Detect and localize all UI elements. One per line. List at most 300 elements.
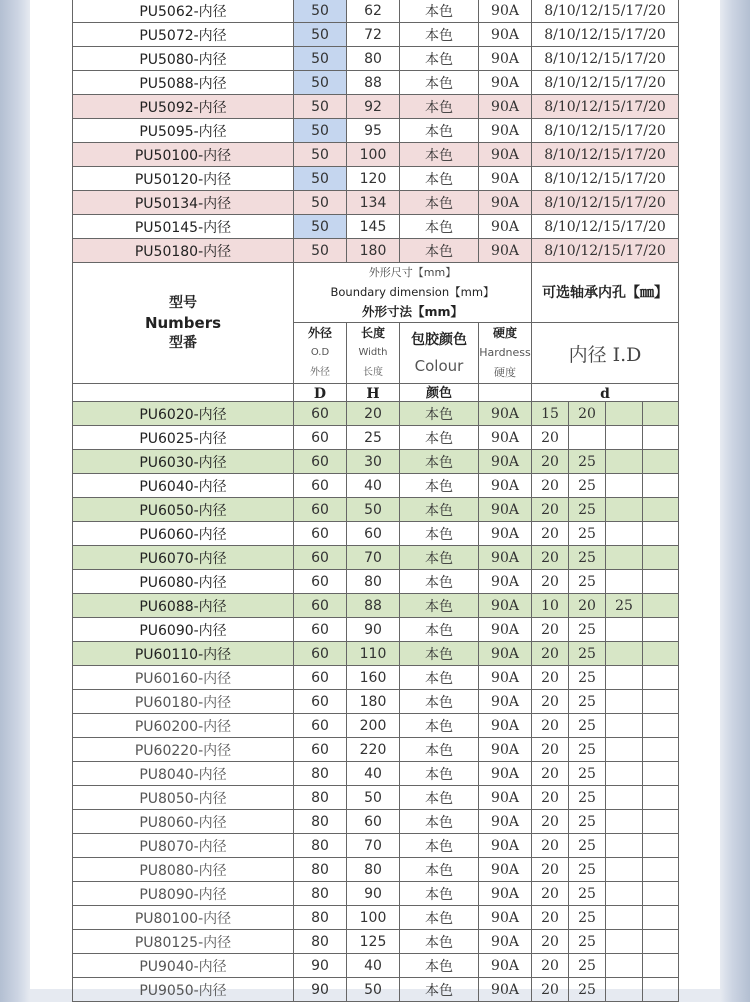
width-cell: 88 <box>347 71 400 95</box>
bore-option-cell <box>606 714 643 738</box>
hardness-cell: 90A <box>479 215 532 239</box>
bore-option-cell: 20 <box>532 762 569 786</box>
model-cell: PU5088-内径 <box>73 71 294 95</box>
bore-option-cell <box>643 690 679 714</box>
width-cell: 200 <box>347 714 400 738</box>
hardness-cell: 90A <box>479 47 532 71</box>
bore-option-cell <box>643 786 679 810</box>
colour-cell: 本色 <box>400 0 479 23</box>
bore-option-cell: 25 <box>569 762 606 786</box>
bore-option-cell: 25 <box>569 786 606 810</box>
colour-cell: 本色 <box>400 954 479 978</box>
bore-option-cell: 25 <box>569 834 606 858</box>
hardness-cell: 90A <box>479 642 532 666</box>
bore-option-cell <box>643 954 679 978</box>
colour-cell: 本色 <box>400 402 479 426</box>
hardness-cell: 90A <box>479 858 532 882</box>
bore-option-cell <box>606 858 643 882</box>
bore-cell: 8/10/12/15/17/20 <box>532 167 679 191</box>
bore-option-cell: 25 <box>569 858 606 882</box>
width-cell: 92 <box>347 95 400 119</box>
od-cell: 50 <box>294 191 347 215</box>
width-cell: 40 <box>347 954 400 978</box>
table-row <box>73 930 679 954</box>
table-row <box>73 119 679 143</box>
od-cell: 90 <box>294 978 347 1002</box>
od-cell: 80 <box>294 930 347 954</box>
width-cell: 70 <box>347 834 400 858</box>
table-row <box>73 858 679 882</box>
hardness-cell: 90A <box>479 570 532 594</box>
od-cell: 60 <box>294 498 347 522</box>
model-cell: PU6030-内径 <box>73 450 294 474</box>
table-row <box>73 474 679 498</box>
hardness-cell: 90A <box>479 666 532 690</box>
hardness-cell: 90A <box>479 786 532 810</box>
bore-option-cell: 25 <box>569 666 606 690</box>
model-cell: PU9050-内径 <box>73 978 294 1002</box>
table-row <box>73 738 679 762</box>
od-cell: 60 <box>294 618 347 642</box>
width-cell: 125 <box>347 930 400 954</box>
width-cell: 80 <box>347 47 400 71</box>
bore-option-cell <box>606 882 643 906</box>
bore-option-cell: 20 <box>532 426 569 450</box>
bore-option-cell: 25 <box>569 522 606 546</box>
bore-option-cell <box>643 858 679 882</box>
table-row <box>73 95 679 119</box>
od-cell: 80 <box>294 786 347 810</box>
model-cell: PU50145-内径 <box>73 215 294 239</box>
hardness-cell: 90A <box>479 23 532 47</box>
bore-option-cell: 20 <box>532 714 569 738</box>
bore-option-cell: 20 <box>532 546 569 570</box>
od-cell: 60 <box>294 450 347 474</box>
table-row <box>73 546 679 570</box>
width-cell: 95 <box>347 119 400 143</box>
bore-option-cell <box>606 834 643 858</box>
hardness-cell: 90A <box>479 474 532 498</box>
bore-option-cell <box>606 570 643 594</box>
width-cell: 30 <box>347 450 400 474</box>
colour-cell: 本色 <box>400 95 479 119</box>
model-cell: PU5095-内径 <box>73 119 294 143</box>
bore-option-cell <box>643 618 679 642</box>
colour-cell: 本色 <box>400 690 479 714</box>
bore-option-cell <box>643 570 679 594</box>
colour-cell: 本色 <box>400 618 479 642</box>
colour-cell: 本色 <box>400 143 479 167</box>
colour-cell: 本色 <box>400 474 479 498</box>
spec-table-bottom <box>72 401 679 1002</box>
width-cell: 62 <box>347 0 400 23</box>
colour-cell: 本色 <box>400 71 479 95</box>
bore-option-cell <box>643 714 679 738</box>
bore-option-cell: 20 <box>532 498 569 522</box>
model-cell: PU6025-内径 <box>73 426 294 450</box>
bore-option-cell: 15 <box>532 402 569 426</box>
bore-cell: 8/10/12/15/17/20 <box>532 0 679 23</box>
model-cell: PU50100-内径 <box>73 143 294 167</box>
bore-option-cell <box>606 522 643 546</box>
model-cell: PU6088-内径 <box>73 594 294 618</box>
bore-option-cell <box>606 690 643 714</box>
table-row <box>73 47 679 71</box>
hardness-cell: 90A <box>479 690 532 714</box>
bore-option-cell <box>606 498 643 522</box>
hardness-cell: 90A <box>479 834 532 858</box>
bore-option-cell: 25 <box>569 978 606 1002</box>
table-row <box>73 167 679 191</box>
colour-cell: 本色 <box>400 570 479 594</box>
bore-option-cell: 20 <box>532 474 569 498</box>
table-row <box>73 191 679 215</box>
colour-cell: 本色 <box>400 882 479 906</box>
bore-option-cell: 25 <box>569 954 606 978</box>
bore-option-cell: 20 <box>532 666 569 690</box>
table-row <box>73 762 679 786</box>
bore-option-cell: 20 <box>532 618 569 642</box>
table-row <box>73 426 679 450</box>
bore-option-cell: 25 <box>569 498 606 522</box>
bore-option-cell <box>643 522 679 546</box>
od-cell: 80 <box>294 882 347 906</box>
bore-option-cell <box>606 402 643 426</box>
width-header: 长度 Width 长度 <box>347 323 400 384</box>
model-cell: PU5092-内径 <box>73 95 294 119</box>
bore-option-cell: 25 <box>606 594 643 618</box>
table-row <box>73 239 679 263</box>
od-cell: 60 <box>294 546 347 570</box>
bore-option-cell <box>643 882 679 906</box>
hardness-cell: 90A <box>479 810 532 834</box>
bore-option-cell: 20 <box>532 930 569 954</box>
colour-cell: 本色 <box>400 450 479 474</box>
table-row <box>73 690 679 714</box>
table-row <box>73 810 679 834</box>
bore-option-cell: 20 <box>532 786 569 810</box>
width-cell: 160 <box>347 666 400 690</box>
hardness-cell: 90A <box>479 522 532 546</box>
symbol-d: d <box>532 384 679 405</box>
bore-option-cell: 25 <box>569 618 606 642</box>
width-cell: 40 <box>347 762 400 786</box>
table-row <box>73 618 679 642</box>
bore-option-cell <box>643 930 679 954</box>
bore-option-cell <box>606 426 643 450</box>
colour-cell: 本色 <box>400 666 479 690</box>
table-row <box>73 450 679 474</box>
width-cell: 220 <box>347 738 400 762</box>
hardness-cell: 90A <box>479 239 532 263</box>
width-cell: 40 <box>347 474 400 498</box>
hardness-cell: 90A <box>479 119 532 143</box>
bore-option-cell: 25 <box>569 714 606 738</box>
model-cell: PU6040-内径 <box>73 474 294 498</box>
bore-option-cell: 20 <box>532 738 569 762</box>
od-cell: 80 <box>294 762 347 786</box>
bore-option-cell <box>643 402 679 426</box>
od-cell: 50 <box>294 0 347 23</box>
bore-option-cell: 25 <box>569 906 606 930</box>
od-cell: 80 <box>294 834 347 858</box>
bore-option-cell: 25 <box>569 882 606 906</box>
bore-option-cell: 20 <box>532 954 569 978</box>
bore-option-cell <box>643 762 679 786</box>
bore-option-cell <box>643 738 679 762</box>
table-row <box>73 594 679 618</box>
model-cell: PU60180-内径 <box>73 690 294 714</box>
model-cell: PU9040-内径 <box>73 954 294 978</box>
table-row <box>73 882 679 906</box>
table-row <box>73 0 679 23</box>
colour-cell: 本色 <box>400 738 479 762</box>
colour-cell: 本色 <box>400 906 479 930</box>
boundary-dimension-header: 外形尺寸【mm】 Boundary dimension【mm】 外形寸法【mm】 <box>294 263 532 323</box>
bore-option-cell <box>643 642 679 666</box>
colour-cell: 本色 <box>400 714 479 738</box>
model-cell: PU80125-内径 <box>73 930 294 954</box>
bore-options-header: 可选轴承内孔【㎜】 <box>532 263 679 323</box>
bore-cell: 8/10/12/15/17/20 <box>532 191 679 215</box>
width-cell: 134 <box>347 191 400 215</box>
colour-cell: 本色 <box>400 23 479 47</box>
symbol-colour: 颜色 <box>400 384 479 405</box>
bore-option-cell: 25 <box>569 690 606 714</box>
model-cell: PU60220-内径 <box>73 738 294 762</box>
table-row <box>73 522 679 546</box>
width-cell: 50 <box>347 978 400 1002</box>
od-cell: 50 <box>294 23 347 47</box>
hardness-cell: 90A <box>479 594 532 618</box>
table-row <box>73 642 679 666</box>
model-cell: PU5080-内径 <box>73 47 294 71</box>
hardness-cell: 90A <box>479 0 532 23</box>
table-row <box>73 786 679 810</box>
hardness-cell: 90A <box>479 167 532 191</box>
bore-cell: 8/10/12/15/17/20 <box>532 95 679 119</box>
bore-option-cell <box>606 954 643 978</box>
bore-option-cell <box>643 450 679 474</box>
bore-option-cell: 25 <box>569 642 606 666</box>
od-cell: 60 <box>294 522 347 546</box>
bore-option-cell <box>643 426 679 450</box>
od-cell: 50 <box>294 71 347 95</box>
od-cell: 50 <box>294 167 347 191</box>
hardness-cell: 90A <box>479 714 532 738</box>
colour-cell: 本色 <box>400 167 479 191</box>
model-cell: PU8070-内径 <box>73 834 294 858</box>
od-cell: 90 <box>294 954 347 978</box>
table-row <box>73 978 679 1002</box>
model-cell: PU8060-内径 <box>73 810 294 834</box>
bore-option-cell <box>606 930 643 954</box>
bore-option-cell: 25 <box>569 450 606 474</box>
model-cell: PU8050-内径 <box>73 786 294 810</box>
od-cell: 60 <box>294 738 347 762</box>
hardness-cell: 90A <box>479 426 532 450</box>
model-cell: PU5062-内径 <box>73 0 294 23</box>
width-cell: 100 <box>347 906 400 930</box>
bore-option-cell <box>643 834 679 858</box>
bore-option-cell <box>606 738 643 762</box>
bore-option-cell: 25 <box>569 474 606 498</box>
colour-cell: 本色 <box>400 239 479 263</box>
bore-option-cell: 20 <box>532 834 569 858</box>
bore-option-cell: 25 <box>569 930 606 954</box>
width-cell: 20 <box>347 402 400 426</box>
width-cell: 90 <box>347 618 400 642</box>
colour-cell: 本色 <box>400 834 479 858</box>
bore-option-cell: 20 <box>532 570 569 594</box>
model-cell: PU5072-内径 <box>73 23 294 47</box>
table-row <box>73 954 679 978</box>
model-cell: PU8080-内径 <box>73 858 294 882</box>
spec-table-header <box>72 262 679 405</box>
model-cell: PU50134-内径 <box>73 191 294 215</box>
table-row <box>73 402 679 426</box>
colour-cell: 本色 <box>400 642 479 666</box>
od-header: 外径 O.D 外径 <box>294 323 347 384</box>
hardness-cell: 90A <box>479 546 532 570</box>
bore-cell: 8/10/12/15/17/20 <box>532 71 679 95</box>
hardness-header: 硬度 Hardness 硬度 <box>479 323 532 384</box>
colour-cell: 本色 <box>400 191 479 215</box>
model-cell: PU60160-内径 <box>73 666 294 690</box>
od-cell: 60 <box>294 594 347 618</box>
colour-cell: 本色 <box>400 978 479 1002</box>
bore-option-cell <box>643 474 679 498</box>
colour-cell: 本色 <box>400 47 479 71</box>
bore-cell: 8/10/12/15/17/20 <box>532 143 679 167</box>
width-cell: 60 <box>347 810 400 834</box>
width-cell: 180 <box>347 239 400 263</box>
bore-option-cell <box>606 666 643 690</box>
hardness-cell: 90A <box>479 498 532 522</box>
bore-option-cell <box>643 978 679 1002</box>
bore-option-cell: 20 <box>532 450 569 474</box>
bore-option-cell <box>606 762 643 786</box>
bore-option-cell <box>606 978 643 1002</box>
od-cell: 60 <box>294 402 347 426</box>
od-cell: 60 <box>294 714 347 738</box>
od-cell: 50 <box>294 95 347 119</box>
table-row <box>73 666 679 690</box>
hardness-cell: 90A <box>479 618 532 642</box>
width-cell: 120 <box>347 167 400 191</box>
bore-option-cell: 25 <box>569 546 606 570</box>
table-row <box>73 906 679 930</box>
width-cell: 110 <box>347 642 400 666</box>
bore-option-cell <box>606 546 643 570</box>
width-cell: 88 <box>347 594 400 618</box>
width-cell: 50 <box>347 498 400 522</box>
bore-option-cell: 20 <box>532 810 569 834</box>
model-cell: PU60110-内径 <box>73 642 294 666</box>
width-cell: 50 <box>347 786 400 810</box>
table-row <box>73 215 679 239</box>
width-cell: 25 <box>347 426 400 450</box>
od-cell: 50 <box>294 143 347 167</box>
bore-option-cell <box>606 618 643 642</box>
colour-cell: 本色 <box>400 858 479 882</box>
od-cell: 80 <box>294 858 347 882</box>
bore-option-cell: 20 <box>532 906 569 930</box>
bore-option-cell <box>606 786 643 810</box>
model-cell: PU6080-内径 <box>73 570 294 594</box>
hardness-cell: 90A <box>479 450 532 474</box>
bore-option-cell: 20 <box>532 642 569 666</box>
bore-option-cell <box>606 642 643 666</box>
model-cell: PU80100-内径 <box>73 906 294 930</box>
od-cell: 60 <box>294 426 347 450</box>
bore-option-cell: 20 <box>532 978 569 1002</box>
hardness-cell: 90A <box>479 762 532 786</box>
bore-option-cell <box>569 426 606 450</box>
colour-cell: 本色 <box>400 426 479 450</box>
bore-option-cell: 20 <box>569 594 606 618</box>
bore-option-cell: 25 <box>569 810 606 834</box>
colour-cell: 本色 <box>400 119 479 143</box>
table-row <box>73 498 679 522</box>
colour-header: 包胶颜色 Colour <box>400 323 479 384</box>
od-cell: 60 <box>294 642 347 666</box>
width-cell: 80 <box>347 570 400 594</box>
bore-option-cell: 20 <box>569 402 606 426</box>
table-row <box>73 834 679 858</box>
bore-option-cell: 20 <box>532 690 569 714</box>
model-cell: PU50120-内径 <box>73 167 294 191</box>
od-cell: 60 <box>294 666 347 690</box>
bore-option-cell <box>606 810 643 834</box>
bore-option-cell: 20 <box>532 522 569 546</box>
hardness-cell: 90A <box>479 738 532 762</box>
hardness-cell: 90A <box>479 882 532 906</box>
hardness-cell: 90A <box>479 954 532 978</box>
bore-cell: 8/10/12/15/17/20 <box>532 239 679 263</box>
table-row <box>73 71 679 95</box>
model-cell: PU60200-内径 <box>73 714 294 738</box>
bore-option-cell <box>643 906 679 930</box>
hardness-cell: 90A <box>479 71 532 95</box>
symbol-D: D <box>294 384 347 405</box>
colour-cell: 本色 <box>400 762 479 786</box>
bore-option-cell <box>643 666 679 690</box>
width-cell: 80 <box>347 858 400 882</box>
hardness-cell: 90A <box>479 906 532 930</box>
colour-cell: 本色 <box>400 498 479 522</box>
width-cell: 70 <box>347 546 400 570</box>
width-cell: 180 <box>347 690 400 714</box>
width-cell: 90 <box>347 882 400 906</box>
bore-option-cell: 10 <box>532 594 569 618</box>
hardness-cell: 90A <box>479 978 532 1002</box>
bore-option-cell <box>606 450 643 474</box>
model-cell: PU50180-内径 <box>73 239 294 263</box>
bore-cell: 8/10/12/15/17/20 <box>532 47 679 71</box>
od-cell: 50 <box>294 215 347 239</box>
width-cell: 145 <box>347 215 400 239</box>
od-cell: 50 <box>294 239 347 263</box>
width-cell: 60 <box>347 522 400 546</box>
table-row <box>73 23 679 47</box>
width-cell: 100 <box>347 143 400 167</box>
bore-cell: 8/10/12/15/17/20 <box>532 119 679 143</box>
bore-option-cell: 25 <box>569 570 606 594</box>
od-cell: 60 <box>294 474 347 498</box>
colour-cell: 本色 <box>400 522 479 546</box>
model-cell: PU8090-内径 <box>73 882 294 906</box>
